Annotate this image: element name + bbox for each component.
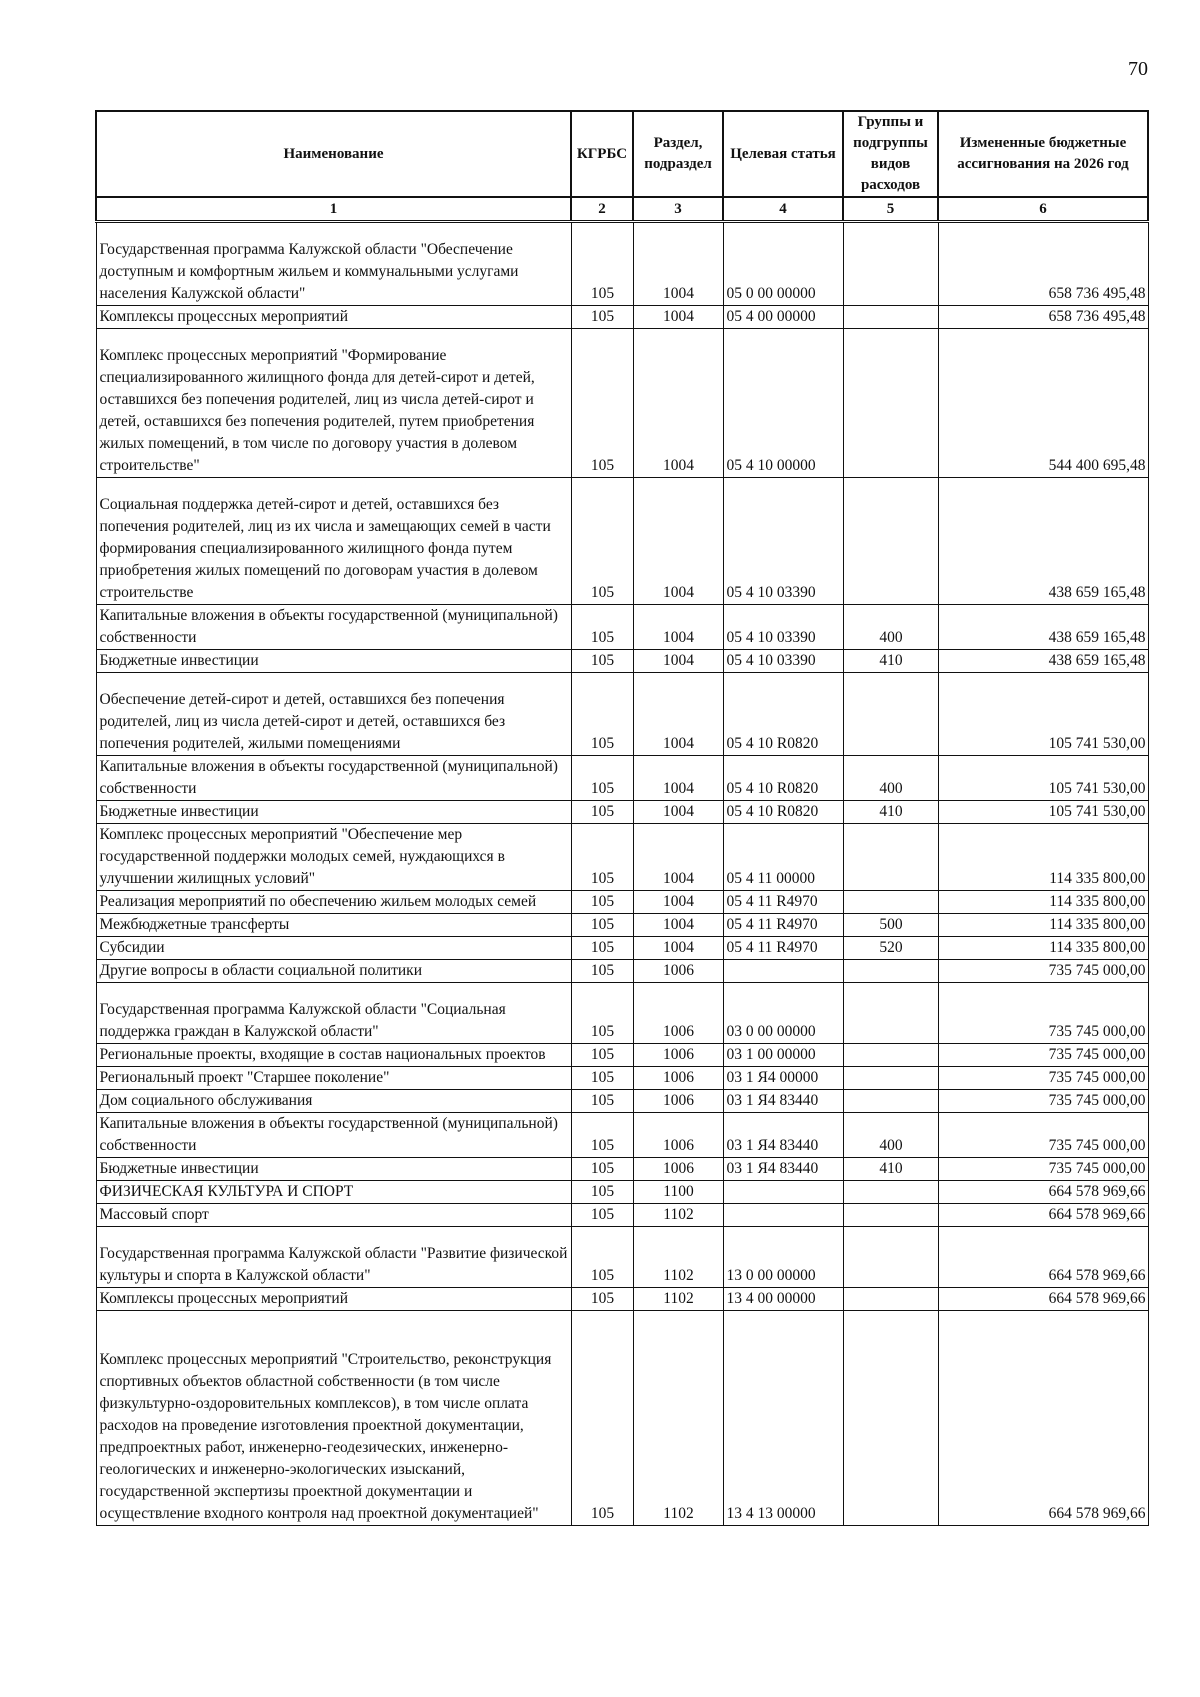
row-section: 1004	[633, 306, 723, 329]
row-target: 05 0 00 00000	[723, 222, 843, 306]
row-kgrbs: 105	[571, 756, 633, 801]
row-target: 13 4 13 00000	[723, 1311, 843, 1526]
row-group	[843, 1227, 938, 1288]
row-section: 1102	[633, 1288, 723, 1311]
table-row	[96, 960, 1148, 983]
row-kgrbs: 105	[571, 914, 633, 937]
table-row	[96, 673, 1148, 756]
row-group	[843, 1044, 938, 1067]
column-number: 3	[633, 197, 723, 222]
row-amount: 105 741 530,00	[938, 756, 1148, 801]
table-row	[96, 1227, 1148, 1288]
row-group: 400	[843, 756, 938, 801]
table-row	[96, 824, 1148, 891]
row-kgrbs: 105	[571, 937, 633, 960]
row-amount: 114 335 800,00	[938, 891, 1148, 914]
row-name: Бюджетные инвестиции	[96, 801, 571, 824]
table-row	[96, 478, 1148, 605]
row-group	[843, 1181, 938, 1204]
row-amount: 438 659 165,48	[938, 478, 1148, 605]
row-kgrbs: 105	[571, 222, 633, 306]
row-amount: 735 745 000,00	[938, 1158, 1148, 1181]
row-section: 1004	[633, 937, 723, 960]
row-kgrbs: 105	[571, 891, 633, 914]
table-row	[96, 650, 1148, 673]
row-group	[843, 983, 938, 1044]
row-section: 1004	[633, 756, 723, 801]
column-number: 1	[96, 197, 571, 222]
row-kgrbs: 105	[571, 1181, 633, 1204]
table-row	[96, 1181, 1148, 1204]
row-group	[843, 891, 938, 914]
row-group: 400	[843, 1113, 938, 1158]
row-section: 1100	[633, 1181, 723, 1204]
table-row	[96, 756, 1148, 801]
row-group: 520	[843, 937, 938, 960]
row-name: Обеспечение детей-сирот и детей, оставшихся без попечения родителей, лиц из числа детей-сирот и детей, оставшихся без попечения родителей, жилыми помещениями	[96, 673, 571, 756]
row-amount: 105 741 530,00	[938, 673, 1148, 756]
row-name: Бюджетные инвестиции	[96, 650, 571, 673]
table-row	[96, 1044, 1148, 1067]
row-target	[723, 1204, 843, 1227]
table-row	[96, 605, 1148, 650]
row-amount: 664 578 969,66	[938, 1181, 1148, 1204]
row-name: Капитальные вложения в объекты государственной (муниципальной) собственности	[96, 756, 571, 801]
row-section: 1006	[633, 1044, 723, 1067]
row-group: 400	[843, 605, 938, 650]
row-section: 1102	[633, 1227, 723, 1288]
row-kgrbs: 105	[571, 306, 633, 329]
row-section: 1004	[633, 222, 723, 306]
row-section: 1102	[633, 1204, 723, 1227]
row-section: 1004	[633, 891, 723, 914]
row-name: Государственная программа Калужской области "Развитие физической культуры и спорта в Калужской области"	[96, 1227, 571, 1288]
row-target: 05 4 11 R4970	[723, 891, 843, 914]
header-name: Наименование	[96, 111, 571, 197]
row-section: 1004	[633, 478, 723, 605]
row-name: Комплекс процессных мероприятий "Строительство, реконструкция спортивных объектов областной собственности (в том числе физкультурно-оздоровительных комплексов), в том числе оплата расходов на проведение изготовления проектной документации, предпроектных работ, инженерно-геодезических, инженерно-геологических и инженерно-экологических изысканий, государственной экспертизы проектной документации и осуществление входного контроля над проектной документацией"	[96, 1311, 571, 1526]
row-group	[843, 1090, 938, 1113]
row-amount: 735 745 000,00	[938, 1044, 1148, 1067]
row-kgrbs: 105	[571, 478, 633, 605]
row-kgrbs: 105	[571, 1227, 633, 1288]
row-kgrbs: 105	[571, 1158, 633, 1181]
row-kgrbs: 105	[571, 673, 633, 756]
row-kgrbs: 105	[571, 1113, 633, 1158]
table-row	[96, 1204, 1148, 1227]
row-kgrbs: 105	[571, 1288, 633, 1311]
table-row	[96, 306, 1148, 329]
row-section: 1004	[633, 605, 723, 650]
row-target: 03 1 Я4 83440	[723, 1090, 843, 1113]
row-name: Региональные проекты, входящие в состав национальных проектов	[96, 1044, 571, 1067]
budget-table	[95, 110, 1149, 1526]
row-section: 1006	[633, 1113, 723, 1158]
row-kgrbs: 105	[571, 983, 633, 1044]
row-group: 410	[843, 801, 938, 824]
row-amount: 658 736 495,48	[938, 222, 1148, 306]
row-target: 05 4 10 03390	[723, 650, 843, 673]
row-name: Бюджетные инвестиции	[96, 1158, 571, 1181]
row-amount: 105 741 530,00	[938, 801, 1148, 824]
row-name: Массовый спорт	[96, 1204, 571, 1227]
row-section: 1004	[633, 914, 723, 937]
header-amount: Измененные бюджетные ассигнования на 2026 год	[938, 111, 1148, 197]
row-target: 05 4 00 00000	[723, 306, 843, 329]
row-group	[843, 1288, 938, 1311]
row-target: 03 0 00 00000	[723, 983, 843, 1044]
row-group	[843, 329, 938, 478]
table-row	[96, 222, 1148, 306]
row-section: 1004	[633, 329, 723, 478]
row-kgrbs: 105	[571, 329, 633, 478]
row-group	[843, 960, 938, 983]
row-kgrbs: 105	[571, 1311, 633, 1526]
row-group: 410	[843, 1158, 938, 1181]
row-name: Региональный проект "Старшее поколение"	[96, 1067, 571, 1090]
row-kgrbs: 105	[571, 1067, 633, 1090]
row-amount: 438 659 165,48	[938, 650, 1148, 673]
row-kgrbs: 105	[571, 824, 633, 891]
row-name: Реализация мероприятий по обеспечению жильем молодых семей	[96, 891, 571, 914]
row-amount: 114 335 800,00	[938, 824, 1148, 891]
row-section: 1006	[633, 1158, 723, 1181]
table-row	[96, 1067, 1148, 1090]
row-group: 500	[843, 914, 938, 937]
row-name: Комплексы процессных мероприятий	[96, 1288, 571, 1311]
table-row	[96, 329, 1148, 478]
row-name: Комплекс процессных мероприятий "Обеспечение мер государственной поддержки молодых семей, нуждающихся в улучшении жилищных условий"	[96, 824, 571, 891]
row-amount: 664 578 969,66	[938, 1204, 1148, 1227]
row-name: Государственная программа Калужской области "Социальная поддержка граждан в Калужской области"	[96, 983, 571, 1044]
row-name: Капитальные вложения в объекты государственной (муниципальной) собственности	[96, 605, 571, 650]
row-amount: 114 335 800,00	[938, 937, 1148, 960]
row-group	[843, 1204, 938, 1227]
row-target	[723, 960, 843, 983]
row-target: 05 4 10 03390	[723, 605, 843, 650]
column-number: 5	[843, 197, 938, 222]
row-target: 05 4 11 R4970	[723, 937, 843, 960]
header-target: Целевая статья	[723, 111, 843, 197]
table-row	[96, 801, 1148, 824]
row-name: Социальная поддержка детей-сирот и детей, оставшихся без попечения родителей, лиц из их числа и замещающих семей в части формирования специализированного жилищного фонда путем приобретения жилых помещений по договорам участия в долевом строительстве	[96, 478, 571, 605]
row-target: 05 4 10 03390	[723, 478, 843, 605]
row-name: Государственная программа Калужской области "Обеспечение доступным и комфортным жильем и коммунальными услугами населения Калужской области"	[96, 222, 571, 306]
column-number: 6	[938, 197, 1148, 222]
row-target: 03 1 00 00000	[723, 1044, 843, 1067]
row-group	[843, 306, 938, 329]
row-target: 05 4 10 R0820	[723, 801, 843, 824]
row-section: 1006	[633, 1067, 723, 1090]
table-row	[96, 914, 1148, 937]
table-row	[96, 1158, 1148, 1181]
row-kgrbs: 105	[571, 1044, 633, 1067]
row-group	[843, 673, 938, 756]
row-amount: 658 736 495,48	[938, 306, 1148, 329]
row-name: Комплекс процессных мероприятий "Формирование специализированного жилищного фонда для детей-сирот и детей, оставшихся без попечения родителей, лиц из числа детей-сирот и детей, оставшихся без попечения родителей, путем приобретения жилых помещений, в том числе по договору участия в долевом строительстве"	[96, 329, 571, 478]
row-amount: 664 578 969,66	[938, 1288, 1148, 1311]
column-number: 2	[571, 197, 633, 222]
row-amount: 114 335 800,00	[938, 914, 1148, 937]
header-row	[96, 111, 1148, 197]
table-body	[96, 222, 1148, 1526]
row-amount: 735 745 000,00	[938, 1113, 1148, 1158]
row-amount: 544 400 695,48	[938, 329, 1148, 478]
row-amount: 735 745 000,00	[938, 960, 1148, 983]
row-section: 1006	[633, 983, 723, 1044]
row-section: 1004	[633, 650, 723, 673]
row-amount: 438 659 165,48	[938, 605, 1148, 650]
row-target: 03 1 Я4 00000	[723, 1067, 843, 1090]
table-row	[96, 891, 1148, 914]
row-group: 410	[843, 650, 938, 673]
page-number: 70	[1128, 58, 1148, 80]
row-name: Межбюджетные трансферты	[96, 914, 571, 937]
row-kgrbs: 105	[571, 1204, 633, 1227]
row-target: 05 4 10 00000	[723, 329, 843, 478]
row-group	[843, 1311, 938, 1526]
row-group	[843, 222, 938, 306]
header-kgrbs: КГРБС	[571, 111, 633, 197]
row-kgrbs: 105	[571, 960, 633, 983]
row-kgrbs: 105	[571, 1090, 633, 1113]
row-section: 1004	[633, 824, 723, 891]
table-row	[96, 1090, 1148, 1113]
row-target: 03 1 Я4 83440	[723, 1113, 843, 1158]
row-group	[843, 1067, 938, 1090]
row-group	[843, 824, 938, 891]
row-target: 05 4 11 00000	[723, 824, 843, 891]
row-amount: 735 745 000,00	[938, 1067, 1148, 1090]
table-row	[96, 983, 1148, 1044]
row-name: Капитальные вложения в объекты государственной (муниципальной) собственности	[96, 1113, 571, 1158]
row-target	[723, 1181, 843, 1204]
header-group: Группы и подгруппы видов расходов	[843, 111, 938, 197]
table-row	[96, 1288, 1148, 1311]
row-target: 05 4 10 R0820	[723, 756, 843, 801]
row-target: 03 1 Я4 83440	[723, 1158, 843, 1181]
row-amount: 664 578 969,66	[938, 1227, 1148, 1288]
table-row	[96, 1311, 1148, 1526]
row-kgrbs: 105	[571, 605, 633, 650]
row-name: ФИЗИЧЕСКАЯ КУЛЬТУРА И СПОРТ	[96, 1181, 571, 1204]
row-group	[843, 478, 938, 605]
row-name: Комплексы процессных мероприятий	[96, 306, 571, 329]
row-target: 05 4 10 R0820	[723, 673, 843, 756]
header-section: Раздел, подраздел	[633, 111, 723, 197]
row-name: Субсидии	[96, 937, 571, 960]
row-section: 1004	[633, 673, 723, 756]
row-amount: 664 578 969,66	[938, 1311, 1148, 1526]
row-amount: 735 745 000,00	[938, 983, 1148, 1044]
row-kgrbs: 105	[571, 650, 633, 673]
table-row	[96, 937, 1148, 960]
column-numbers-row	[96, 197, 1148, 222]
row-name: Дом социального обслуживания	[96, 1090, 571, 1113]
row-amount: 735 745 000,00	[938, 1090, 1148, 1113]
row-target: 13 4 00 00000	[723, 1288, 843, 1311]
row-section: 1102	[633, 1311, 723, 1526]
row-section: 1004	[633, 801, 723, 824]
row-name: Другие вопросы в области социальной политики	[96, 960, 571, 983]
column-number: 4	[723, 197, 843, 222]
row-target: 13 0 00 00000	[723, 1227, 843, 1288]
row-kgrbs: 105	[571, 801, 633, 824]
row-target: 05 4 11 R4970	[723, 914, 843, 937]
table-row	[96, 1113, 1148, 1158]
row-section: 1006	[633, 1090, 723, 1113]
row-section: 1006	[633, 960, 723, 983]
